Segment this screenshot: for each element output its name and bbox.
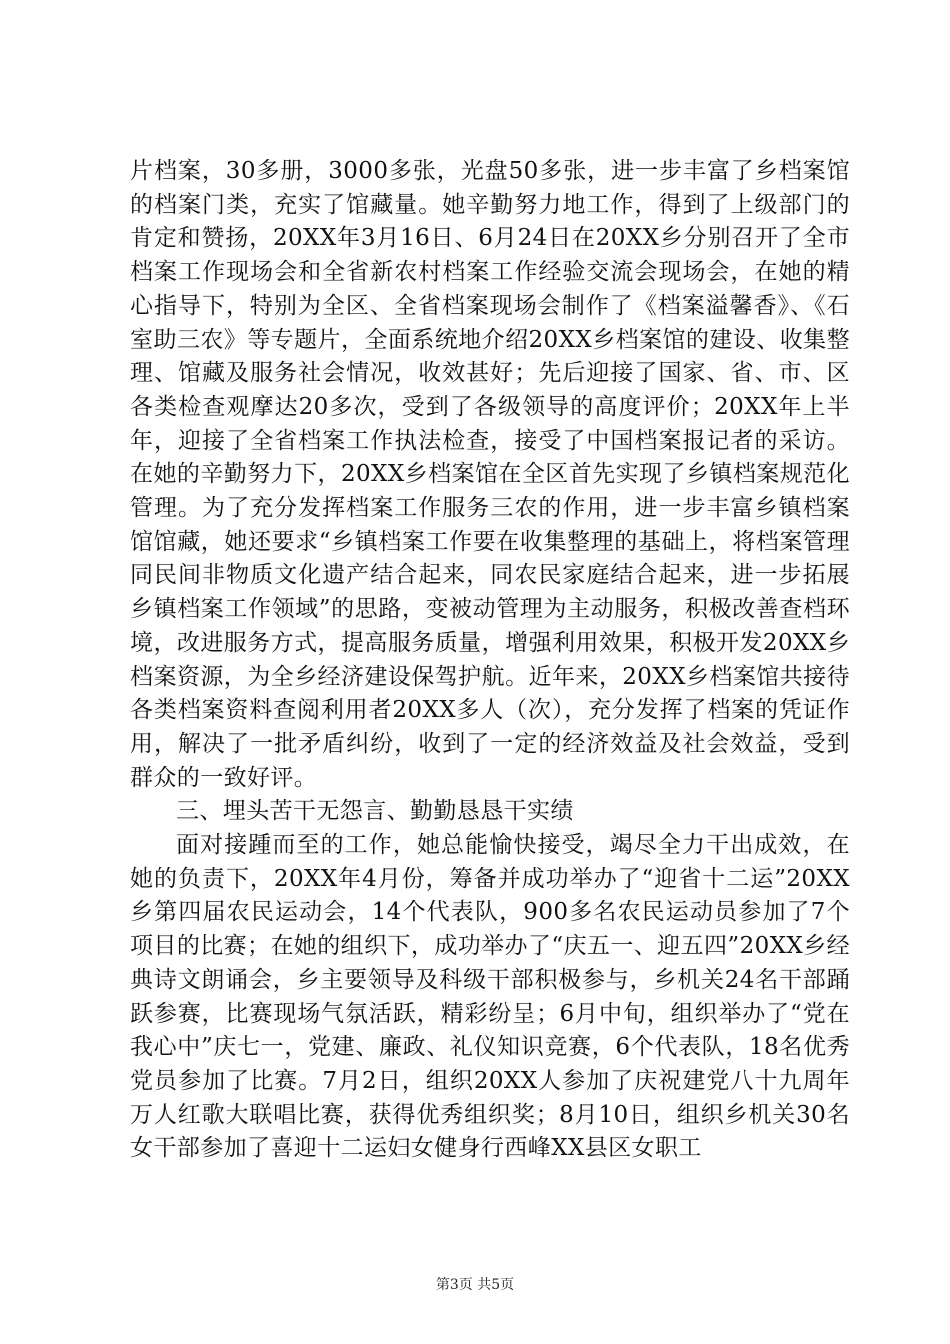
body-paragraph-events: 面对接踵而至的工作，她总能愉快接受，竭尽全力干出成效，在她的负责下，20XX年4月份，筹备并成功举办了“迎省十二运”20XX乡第四届农民运动会，14个代表队，900多名农民运动员参加了7个项目的比赛；在她的组织下，成功举办了“庆五一、迎五四”20XX乡经典诗文朗诵会，乡主要领导及科级干部积极参与，乡机关24名干部踊跃参赛，比赛现场气氛活跃，精彩纷呈；6月中旬，组织举办了“党在我心中”庆七一，党建、廉政、礼仪知识竞赛，6个代表队，18名优秀党员参加了比赛。7月2日，组织20XX人参加了庆祝建党八十九周年万人红歌大联唱比赛，获得优秀组织奖；8月10日，组织乡机关30名女干部参加了喜迎十二运妇女健身行西峰XX县区女职工: [130, 832, 850, 1162]
document-body: [130, 155, 850, 1166]
section-heading-three: 三、埋头苦干无怨言、勤勤恳恳干实绩: [176, 798, 574, 825]
body-paragraph-archives: 片档案，30多册，3000多张，光盘50多张，进一步丰富了乡档案馆的档案门类，充实了馆藏量。她辛勤努力地工作，得到了上级部门的肯定和赞扬，20XX年3月16日、6月24日在20XX乡分别召开了全市档案工作现场会和全省新农村档案工作经验交流会现场会，在她的精心指导下，特别为全区、全省档案现场会制作了《档案溢馨香》、《石室助三农》等专题片，全面系统地介绍20XX乡档案馆的建设、收集整理、馆藏及服务社会情况，收效甚好；先后迎接了国家、省、市、区各类检查观摩达20多次，受到了各级领导的高度评价；20XX年上半年，迎接了全省档案工作执法检查，接受了中国档案报记者的采访。在她的辛勤努力下，20XX乡档案馆在全区首先实现了乡镇档案规范化管理。为了充分发挥档案工作服务三农的作用，进一步丰富乡镇档案馆馆藏，她还要求“乡镇档案工作要在收集整理的基础上，将档案管理同民间非物质文化遗产结合起来，同农民家庭结合起来，进一步拓展乡镇档案工作领域”的思路，变被动管理为主动服务，积极改善查档环境，改进服务方式，提高服务质量，增强利用效果，积极开发20XX乡档案资源，为全乡经济建设保驾护航。近年来，20XX乡档案馆共接待各类档案资料查阅利用者20XX多人（次），充分发挥了档案的凭证作用，解决了一批矛盾纠纷，收到了一定的经济效益及社会效益，受到群众的一致好评。: [130, 158, 850, 791]
page-number-footer: 第3页 共5页: [435, 1277, 515, 1293]
